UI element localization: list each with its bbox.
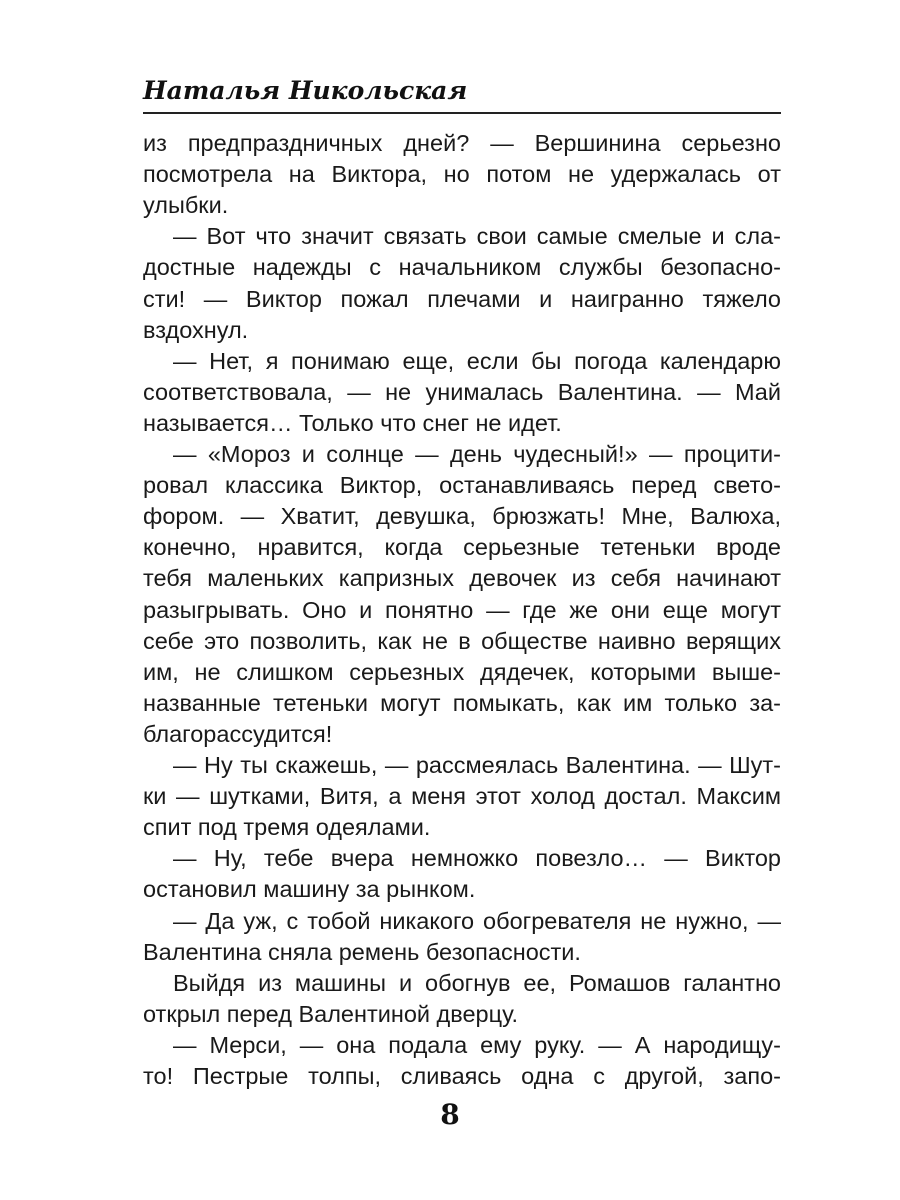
text-line: сти! — Виктор пожал плечами и наигранно тяжело [143, 285, 781, 312]
text-line: соответствовала, — не унималась Валентина. — Май [143, 378, 781, 405]
text-line: Выйдя из машины и обогнув ее, Ромашов галантно [173, 969, 781, 996]
text-line: конечно, нравится, когда серьезные тетеньки вроде [143, 534, 781, 561]
text-line: — Ну ты скажешь, — рассмеялась Валентина. — Шут- [173, 752, 781, 778]
text-line: фором. — Хватит, девушка, брюзжать! Мне, Валюха, [143, 503, 781, 530]
text-line: посмотрела на Виктора, но потом не удержалась от [143, 161, 781, 188]
text-line: из предпраздничных дней? — Вершинина серьезно [143, 130, 781, 156]
text-line: улыбки. [143, 192, 229, 219]
text-line: открыл перед Валентиной дверцу. [143, 1000, 519, 1027]
text-line: ровал классика Виктор, останавливаясь перед свето- [143, 472, 781, 499]
header-rule [143, 112, 781, 114]
text-line: достные надежды с начальником службы безопасно- [143, 254, 781, 281]
text-line: — Ну, тебе вчера немножко повезло… — Виктор [173, 845, 781, 872]
text-line: ки — шутками, Витя, а меня этот холод достал. Максим [143, 783, 781, 810]
text-line: названные тетеньки могут помыкать, как им только за- [143, 689, 781, 716]
text-line: тебя маленьких капризных девочек из себя начинают [143, 565, 781, 592]
text-line: — Нет, я понимаю еще, если бы погода календарю [173, 347, 781, 374]
text-line: себе это позволить, как не в обществе наивно верящих [143, 627, 781, 654]
text-line: — Вот что значит связать свои самые смелые и сла- [173, 223, 781, 250]
text-line: разыгрывать. Оно и понятно — где же они еще могут [143, 596, 781, 623]
text-line: — «Мороз и солнце — день чудесный!» — процити- [173, 441, 781, 467]
running-header-author: Наталья Никольская [143, 76, 468, 105]
text-line: вздохнул. [143, 316, 249, 343]
text-line: им, не слишком серьезных дядечек, которыми выше- [143, 658, 781, 685]
text-line: — Мерси, — она подала ему руку. — А народищу- [173, 1031, 781, 1058]
text-line: спит под тремя одеялами. [143, 814, 431, 841]
text-line: — Да уж, с тобой никакого обогревателя не нужно, — [173, 907, 781, 934]
page-number: 8 [440, 1098, 460, 1131]
text-line: Валентина сняла ремень безопасности. [143, 938, 581, 965]
text-line: благорассудится! [143, 720, 333, 747]
text-line: называется… Только что снег не идет. [143, 409, 562, 436]
text-line: остановил машину за рынком. [143, 876, 476, 903]
text-line: то! Пестрые толпы, сливаясь одна с другой, запо- [143, 1063, 781, 1089]
